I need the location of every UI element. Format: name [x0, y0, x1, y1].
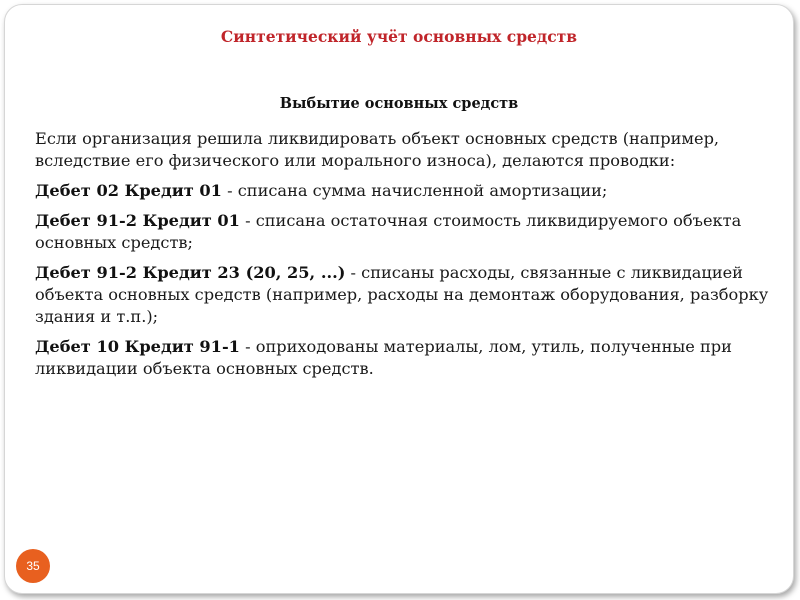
entry-text: - оприходованы материалы, лом, утиль, полученные при ликвидации объекта основных средств.: [35, 337, 732, 378]
entry-label: Дебет 02 Кредит 01: [35, 181, 222, 200]
entry-text: - списана сумма начисленной амортизации;: [221, 181, 608, 200]
entry-text: - списана остаточная стоимость ликвидируемого объекта основных средств;: [35, 211, 742, 252]
entry-label: Дебет 91-2 Кредит 01: [35, 211, 240, 230]
entry-paragraph: [35, 336, 780, 380]
page-number-badge: 35: [16, 549, 50, 583]
slide-title: Синтетический учёт основных средств: [220, 27, 578, 46]
entry-paragraph: [35, 262, 780, 328]
entry-label: Дебет 10 Кредит 91-1: [35, 337, 240, 356]
entry-label: Дебет 91-2 Кредит 23 (20, 25, ...): [35, 263, 346, 282]
entry-paragraph: [35, 180, 780, 202]
slide-body: [35, 128, 780, 388]
section-subtitle: Выбытие основных средств: [279, 95, 519, 112]
entry-paragraph: [35, 210, 780, 254]
entry-text: - списаны расходы, связанные с ликвидацией объекта основных средств (например, расходы на демонтаж оборудования, разборку здания и т.п.);: [35, 263, 769, 326]
intro-paragraph: Если организация решила ликвидировать объект основных средств (например, вследствие его физического или морального износа), делаются проводки:: [35, 129, 720, 170]
slide-frame: [4, 4, 794, 594]
